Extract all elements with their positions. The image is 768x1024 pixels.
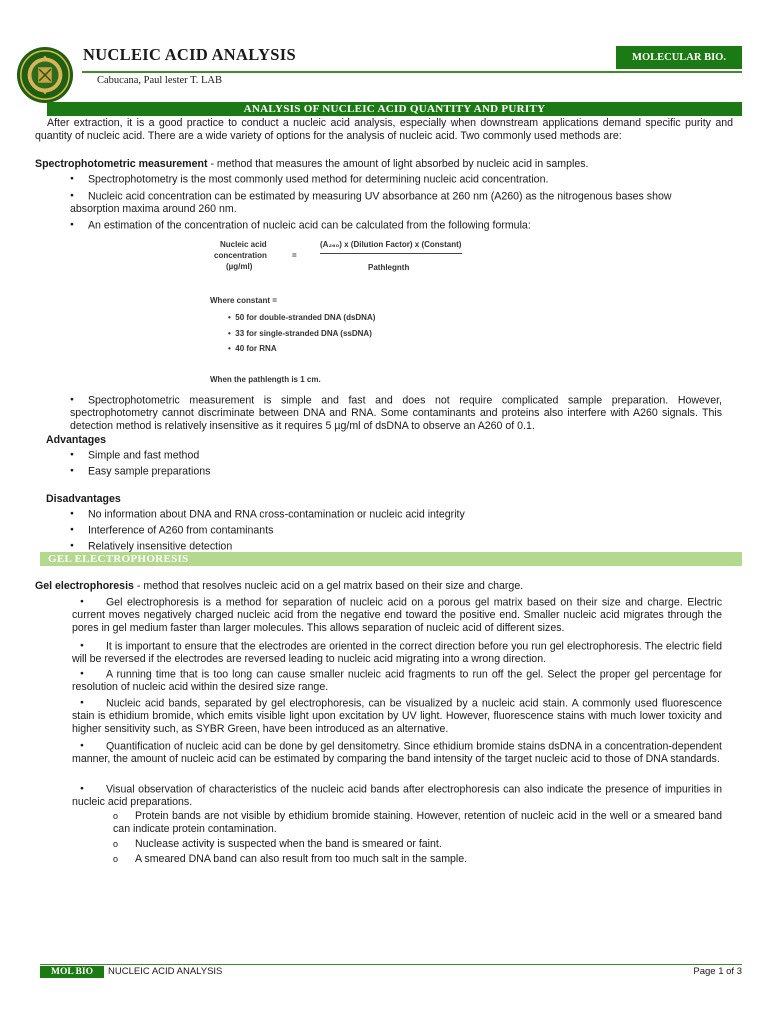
advantages-heading: Advantages: [46, 434, 107, 446]
constant-item: • 33 for single-stranded DNA (ssDNA): [228, 329, 372, 338]
list-item: ● No information about DNA and RNA cross-contamination or nucleic acid integrity: [70, 508, 465, 521]
formula-lhs-2: concentration: [214, 251, 267, 260]
spectro-definition: [35, 158, 589, 171]
list-item: ● It is important to ensure that the electrodes are oriented in the correct direction before you run gel electrophoresis. The electric field will be reversed if the electrodes are reversed leading to nucleic acid migrating into a wrong direction.: [72, 640, 722, 666]
footer-rule: [40, 964, 742, 965]
header-rule: [82, 71, 742, 73]
disadvantages-heading: Disadvantages: [46, 493, 121, 505]
subject-tag: MOLECULAR BIO.: [616, 46, 742, 69]
footer-subject-tag: MOL BIO: [40, 966, 104, 978]
spectro-term: Spectrophotometric measurement: [35, 158, 208, 170]
list-item: ● Simple and fast method: [70, 449, 199, 462]
constant-item: • 50 for double-stranded DNA (dsDNA): [228, 313, 376, 322]
formula-numerator: (A₂₆₀) x (Dilution Factor) x (Constant): [320, 240, 462, 249]
document-title: NUCLEIC ACID ANALYSIS: [83, 45, 296, 64]
section-heading-quantity-purity: ANALYSIS OF NUCLEIC ACID QUANTITY AND PURITY: [47, 102, 742, 116]
section-heading-gel-electrophoresis: GEL ELECTROPHORESIS: [40, 552, 742, 566]
formula-denominator: Pathlegnth: [368, 263, 410, 272]
list-item: ● Quantification of nucleic acid can be done by gel densitometry. Since ethidium bromide stains dsDNA in a concentration-dependent manner, the amount of nucleic acid can be estimated by comparing the band intensity of the target nucleic acid to those of DNA standards.: [72, 740, 722, 766]
list-item: ● Visual observation of characteristics of the nucleic acid bands after electrophoresis can also indicate the presence of impurities in nucleic acid preparations.: [72, 783, 722, 809]
sub-list-item: o Protein bands are not visible by ethidium bromide staining. However, retention of nucleic acid in the well or a smeared band can indicate protein contamination.: [113, 810, 722, 836]
list-item: ● Nucleic acid bands, separated by gel electrophoresis, can be visualized by a nucleic acid stain. A commonly used fluorescence stain is ethidium bromide, which emits visible light upon excitation by UV light. However, fluorescence stains with much lower toxicity and higher sensitivity such, as SYBR Green, have been introduced as an alternative.: [72, 697, 722, 736]
list-item: ● Relatively insensitive detection: [70, 540, 232, 553]
constant-item: • 40 for RNA: [228, 344, 277, 353]
school-seal-logo: [16, 46, 74, 104]
list-item: ● Spectrophotometry is the most commonly used method for determining nucleic acid concentration.: [70, 173, 548, 186]
sub-list-item: o A smeared DNA band can also result from too much salt in the sample.: [113, 853, 467, 866]
concentration-formula-figure: [208, 236, 488, 386]
intro-paragraph: After extraction, it is a good practice to conduct a nucleic acid analysis, especially when downstream applications demand specific purity and quantity of nucleic acid. There are a wide variety of options for the analysis of nucleic acid. Two commonly used methods are:: [35, 117, 733, 142]
gel-definition: [35, 580, 523, 593]
constant-label: Where constant =: [210, 296, 277, 305]
list-item: ● Interference of A260 from contaminants: [70, 524, 273, 537]
spectro-def: - method that measures the amount of light absorbed by nucleic acid in samples.: [207, 158, 589, 170]
list-item: ● An estimation of the concentration of nucleic acid can be calculated from the following formula:: [70, 219, 531, 232]
list-item: ● Easy sample preparations: [70, 465, 210, 478]
formula-lhs-3: (µg/ml): [226, 262, 253, 271]
formula-lhs-1: Nucleic acid: [220, 240, 267, 249]
footer-title: NUCLEIC ACID ANALYSIS: [108, 966, 223, 977]
formula-equals: =: [292, 251, 297, 260]
list-item: ● Gel electrophoresis is a method for separation of nucleic acid on a porous gel matrix based on their size and charge. Electric current moves negatively charged nucleic acid from the negative end toward the positive end. Smaller nucleic acid migrates through the pores in gel medium faster than larger molecules. This allows separation of nucleic acid of different sizes.: [72, 596, 722, 635]
pathlength-note: When the pathlength is 1 cm.: [210, 375, 321, 384]
author-line: Cabucana, Paul lester T. LAB: [97, 75, 222, 86]
spectro-note-paragraph: ● Spectrophotometric measurement is simple and fast and does not require complicated sample preparation. However, spectrophotometry cannot discriminate between DNA and RNA. Some contaminants and proteins also interfere with A260 signals. This detection method is relatively insensitive as it requires 5 µg/ml of dsDNA to observe an A260 of 0.1.: [70, 394, 722, 433]
list-item: ● Nucleic acid concentration can be estimated by measuring UV absorbance at 260 nm (A260) as the nitrogenous bases show absorption maxima around 260 nm.: [70, 190, 720, 216]
fraction-bar: [320, 253, 462, 254]
sub-list-item: o Nuclease activity is suspected when the band is smeared or faint.: [113, 838, 442, 851]
gel-def: - method that resolves nucleic acid on a gel matrix based on their size and charge.: [133, 580, 524, 592]
gel-term: Gel electrophoresis: [35, 580, 134, 592]
list-item: ● A running time that is too long can cause smaller nucleic acid fragments to run off the gel. Select the proper gel percentage for resolution of nucleic acid within the desired size range.: [72, 668, 722, 694]
page-number: Page 1 of 3: [693, 966, 742, 977]
